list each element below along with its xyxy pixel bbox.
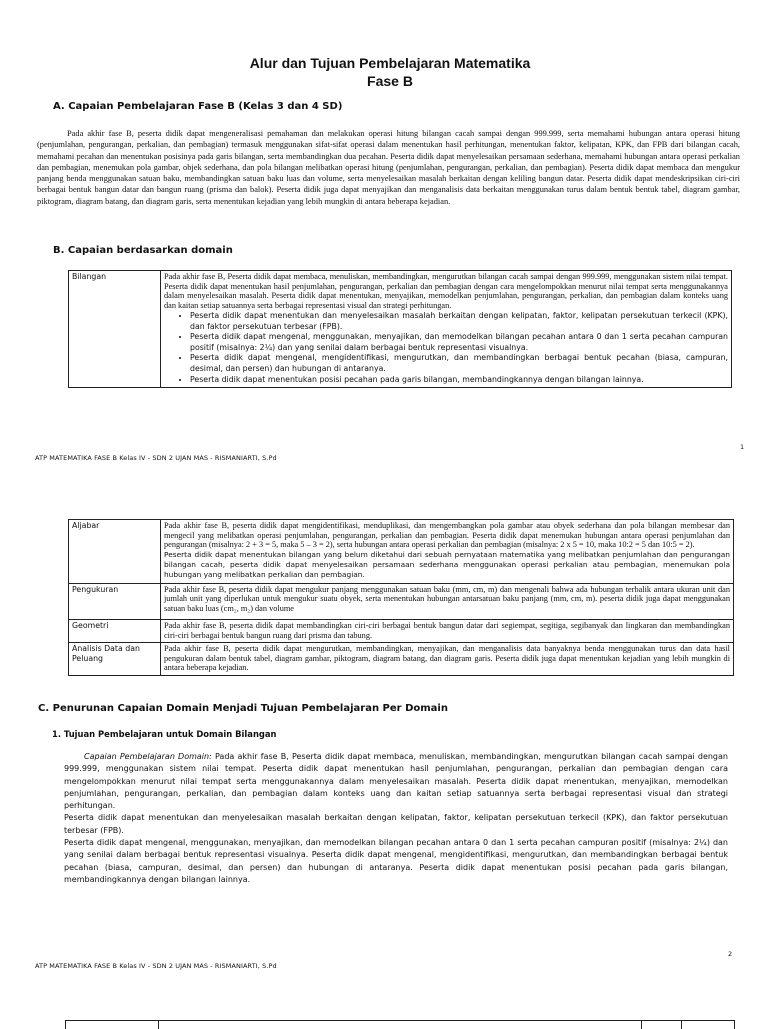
- section-c-heading: C. Penurunan Capaian Domain Menjadi Tujuan Pembelajaran Per Domain: [38, 703, 448, 714]
- table-divider: [158, 1021, 159, 1029]
- cp-body: Pada akhir fase B, Peserta didik dapat membaca, menuliskan, membandingkan, mengurutkan bilangan cacah sampai dengan 999.999, menggunakan sistem nilai tempat. Peserta didik dapat menentukan hasil penjumlahan, pengurangan, perkalian dan pembagian dengan cara mengelompokkan menurut nilai tempat serta menggunakannya dalam menyelesaikan masalah. Peserta didik dapat menentukan, menyajikan, memodelkan penjumlahan, pengurangan, perkalian, dan pembagian dalam konteks uang dan kaitan setiap satuannya serta berbagai representasi visual dan strategi perhitungan.: [64, 752, 728, 811]
- table-divider: [641, 1021, 642, 1029]
- section-a-paragraph: Pada akhir fase B, peserta didik dapat mengeneralisasi pemahaman dan melakukan operasi hitung bilangan cacah sampai dengan 999.999, serta memahami hubungan antara operasi hitung (penjumlahan, pengurangan, perkalian, dan pembagian) termasuk menggunakan sifat-sifat operasi dalam menentukan hasil perhitungan, menentukan faktor, kelipatan, KPK, dan FPB dari bilangan cacah, memahami pecahan dan menentukan posisinya pada garis bilangan, serta membandingkan dua pecahan. Peserta didik dapat menyelesaikan persamaan sederhana, memahami hubungan antara operasi perkalian dan pembagian, menemukan pola gambar, objek sederhana, dan pola bilangan melibatkan operasi hitung (penjumlahan, pengurangan, perkalian, dan pembagian). Peserta didik dapat membaca dan mengukur panjang benda menggunakan satuan baku, membandingkan satuan baku luas dan volume, serta menyelesaikan masalah berkaitan dengan keliling bangun datar. Peserta didik dapat mendeskripsikan ciri-ciri berbagai bentuk bangun datar dan bangun ruang (prisma dan balok). Peserta didik juga dapat menyajikan dan menganalisis data berkaitan menggunakan turus dalam bentuk bentuk tabel, diagram gambar, piktogram, diagram batang, dan diagram garis, serta menentukan kejadian yang lebih mungkin di antara beberapa kejadian.: [37, 129, 740, 206]
- document-page-1: [0, 0, 768, 470]
- section-a-heading: A. Capaian Pembelajaran Fase B (Kelas 3 dan 4 SD): [53, 101, 343, 112]
- page-footer: ATP MATEMATIKA FASE B Kelas IV - SDN 2 UJAN MAS - RISMANIARTI, S.Pd: [35, 454, 277, 462]
- document-page-3: [0, 1010, 768, 1024]
- table-divider: [681, 1021, 682, 1029]
- table-row: [69, 643, 734, 676]
- aljabar-extra-paragraph: Peserta didik dapat menentukan bilangan yang belum diketahui dari sebuah pernyataan matematika yang melibatkan penjumlahan dan pengurangan bilangan cacah, peserta didik dapat menyelesaikan persamaan sederhana menggunakan operasi perkalian atau pembagian, menemukan pola hubungan yang melibatkan perkalian dan pembagian.: [164, 549, 730, 580]
- domain-label-analisis-data: Analisis Data dan Peluang: [69, 643, 161, 676]
- list-item: • Peserta didik dapat mengenal, menggunakan, menyajikan, dan memodelkan bilangan pecahan antara 0 dan 1 serta pecahan campuran positif (misalnya: 2¼) dan yang senilai dalam berbagai bentuk representasi visualnya.: [190, 332, 728, 353]
- aljabar-paragraph: Pada akhir fase B, peserta didik dapat mengidentifikasi, menduplikasi, dan mengembangkan pola gambar atau obyek sederhana dan pola bilangan membesar dan mengecil yang melibatkan operasi penjumlahan, pengurangan, perkalian dan pembagian. Peserta didik dapat menemukan hubungan antara operasi penjumlahan dan pengurangan (misalnya: 2 + 3 = 5, maka 5 – 3 = 2), serta hubungan antara operasi perkalian dan pembagian (misalnya: 2 x 5 = 10, maka 10:2 = 5 dan 10:5 = 2).: [164, 521, 730, 549]
- domain-text-bilangan: [161, 271, 732, 388]
- domain-text-geometri: Pada akhir fase B, peserta didik dapat membandingkan ciri-ciri berbagai bentuk bangun datar dari segiempat, segitiga, segibanyak dan lingkaran dan membandingkan ciri-ciri berbagai bentuk bangun ruang dari prisma dan tabung.: [161, 620, 734, 643]
- cp-lead: Capaian Pembelajaran Domain:: [84, 752, 212, 761]
- document-subtitle: Fase B: [367, 73, 413, 89]
- document-title: Alur dan Tujuan Pembelajaran Matematika: [249, 55, 531, 71]
- table-row: [69, 520, 734, 584]
- table-top-edge: [65, 1020, 735, 1029]
- domain-table-2: [68, 519, 734, 676]
- bilangan-paragraph: Pada akhir fase B, Peserta didik dapat membaca, menuliskan, membandingkan, mengurutkan bilangan cacah sampai dengan 999.999, menggunakan sistem nilai tempat. Peserta didik dapat menentukan hasil penjumlahan, pengurangan, perkalian dan pembagian dengan cara mengelompokkan menurut nilai tempat serta menggunakannya dalam menyelesaikan masalah. Peserta didik dapat menentukan, menyajikan, memodelkan penjumlahan, pengurangan, perkalian, dan pembagian dalam konteks uang dan kaitan setiap satuannya serta berbagai representasi visual dan strategi perhitungan.: [164, 272, 728, 310]
- cp-paragraph-2: Peserta didik dapat menentukan dan menyelesaikan masalah berkaitan dengan kelipatan, faktor, kelipatan persekutuan terkecil (KPK), dan faktor persekutuan terbesar (FPB).: [64, 813, 728, 835]
- section-b-heading: B. Capaian berdasarkan domain: [53, 245, 233, 256]
- table-row: [69, 620, 734, 643]
- cp-paragraph-3: Peserta didik dapat mengenal, menggunakan, menyajikan, dan memodelkan bilangan pecahan antara 0 dan 1 serta pecahan campuran positif (misalnya: 2¼) dan yang senilai dalam berbagai bentuk representasi visualnya. Peserta didik dapat mengenal, mengidentifikasi, mengurutkan, dan membandingkan berbagai bentuk pecahan (biasa, campuran, desimal, dan persen) dan hubungan di antaranya. Peserta didik dapat menentukan posisi pecahan pada garis bilangan, membandingkannya dengan bilangan lainnya.: [64, 838, 728, 884]
- table-row: [69, 271, 732, 388]
- list-item: • Peserta didik dapat menentukan posisi pecahan pada garis bilangan, membandingkannya dengan bilangan lainnya.: [190, 375, 728, 386]
- document-page-2: [0, 500, 768, 978]
- domain-label-pengukuran: Pengukuran: [69, 583, 161, 620]
- domain-text-pengukuran: Pada akhir fase B, peserta didik dapat mengukur panjang menggunakan satuan baku (mm, cm, m) dan mengenali bahwa ada hubungan terbalik antara ukuran unit dan jumlah unit yang diperlukan untuk mengukur suatu obyek, serta menentukan hubungan antarsatuan baku panjang (mm, cm, m). peserta didik juga dapat menggunakan satuan baku luas (cm₂, m₂) dan volume: [161, 583, 734, 620]
- domain-table-1: [68, 270, 732, 388]
- page-footer: ATP MATEMATIKA FASE B Kelas IV - SDN 2 UJAN MAS - RISMANIARTI, S.Pd: [35, 962, 277, 970]
- domain-text-aljabar: [161, 520, 734, 584]
- bilangan-bullet-list: [164, 311, 728, 385]
- list-item: • Peserta didik dapat menentukan dan menyelesaikan masalah berkaitan dengan kelipatan, faktor, kelipatan persekutuan terkecil (KPK), dan faktor persekutuan terbesar (FPB).: [190, 311, 728, 332]
- subsection-1-heading: 1. Tujuan Pembelajaran untuk Domain Bilangan: [52, 729, 277, 739]
- domain-label-geometri: Geometri: [69, 620, 161, 643]
- tujuan-bilangan-text: [64, 751, 728, 886]
- page-number: 2: [728, 950, 733, 958]
- table-row: [69, 583, 734, 620]
- domain-label-bilangan: Bilangan: [69, 271, 161, 388]
- domain-text-analisis-data: Pada akhir fase B, peserta didik dapat mengurutkan, membandingkan, menyajikan, dan menganalisis data banyaknya benda menggunakan turus dan data hasil pengukuran dalam bentuk tabel, diagram gambar, piktogram, diagram batang, dan diagram garis. Peserta didik juga dapat menentukan kejadian yang lebih mungkin di antara beberapa kejadian.: [161, 643, 734, 676]
- domain-label-aljabar: Aljabar: [69, 520, 161, 584]
- cp-paragraph-1: [64, 751, 728, 812]
- list-item: • Peserta didik dapat mengenal, mengidentifikasi, mengurutkan, dan membandingkan berbagai bentuk pecahan (biasa, campuran, desimal, dan persen) dan hubungan di antaranya.: [190, 353, 728, 374]
- page-number: 1: [740, 443, 745, 451]
